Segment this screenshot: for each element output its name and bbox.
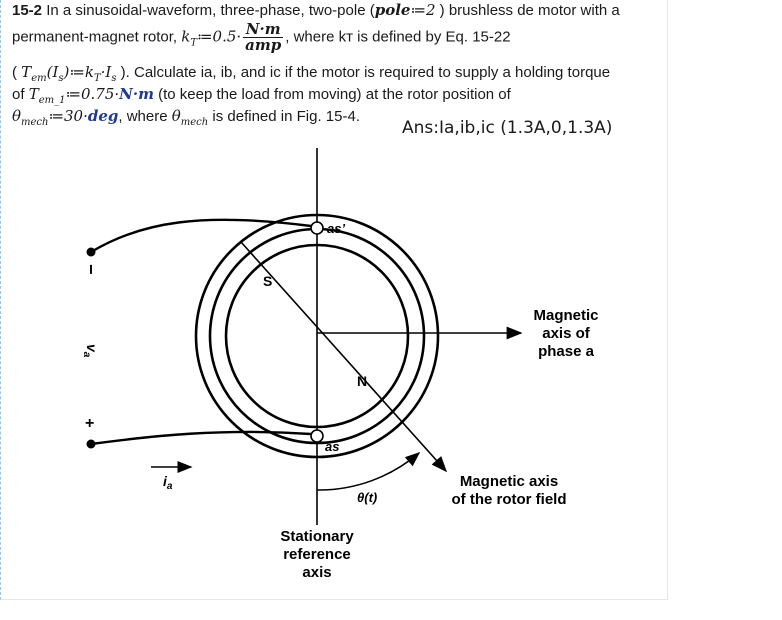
problem-line-5 xyxy=(12,106,360,133)
theta-symbol: θ xyxy=(12,107,22,125)
kt-unit-numerator: N·m xyxy=(243,22,283,38)
stationary-axis-label-1: Stationary xyxy=(280,528,354,545)
va-subscript: a xyxy=(81,351,92,358)
problem-line-1 xyxy=(12,0,620,21)
is-subscript: s xyxy=(58,73,64,84)
problem-number: 15-2 xyxy=(12,2,43,19)
n-pole-label: N xyxy=(357,373,368,389)
theta-unit: deg xyxy=(87,107,119,125)
tem-subscript: em xyxy=(31,73,47,84)
plus-sign: + xyxy=(85,415,95,432)
problem-text-3-end: ). Calculate ia, ib, and ic if the motor is required to supply a holding torque xyxy=(120,64,611,81)
paren-open: ( xyxy=(12,64,17,81)
problem-text-5-end: is defined in Fig. 15-4. xyxy=(212,108,360,125)
problem-text-2-end: , where kт is defined by Eq. 15-22 xyxy=(285,28,511,46)
tem-symbol: T xyxy=(21,63,32,81)
tem-expression: ≔k xyxy=(69,63,94,81)
tem-expression-2-sub: s xyxy=(111,73,117,84)
minus-sign: − xyxy=(81,264,101,275)
svg-text:va xyxy=(81,344,100,358)
motor-figure xyxy=(1,140,669,595)
lower-winding-lead xyxy=(91,432,311,444)
lower-terminal xyxy=(87,440,96,449)
is-arg: (I xyxy=(46,63,59,81)
pole-value: ≔2 xyxy=(410,1,436,19)
ia-label: i xyxy=(163,473,167,489)
kt-value: ≔0.5· xyxy=(197,27,242,46)
s-pole-label: S xyxy=(263,273,273,289)
theta-arc xyxy=(317,453,419,490)
problem-text-5-mid: , where xyxy=(118,108,168,125)
tem-expression-sub: T xyxy=(93,73,101,84)
tem-expression-2: ·I xyxy=(100,63,112,81)
problem-text-2: permanent-magnet rotor, xyxy=(12,28,178,46)
theta2-symbol: θ xyxy=(171,107,181,125)
as-label: as xyxy=(325,439,340,454)
phase-a-axis-label-1: Magnetic xyxy=(533,307,599,324)
as-prime-conductor xyxy=(311,222,323,234)
tem1-subscript: em_1 xyxy=(38,95,66,106)
pole-variable: pole xyxy=(374,1,411,19)
as-conductor xyxy=(311,430,323,442)
problem-line-2 xyxy=(12,22,511,53)
tem1-symbol: T xyxy=(28,85,39,103)
theta-subscript: mech xyxy=(21,117,49,128)
stationary-axis-label-3: axis xyxy=(302,564,332,581)
theta-value: ≔30· xyxy=(48,107,88,125)
tem1-unit: N·m xyxy=(119,85,154,103)
tem1-value: ≔0.75· xyxy=(65,85,120,103)
problem-text-4: of xyxy=(12,86,25,103)
kt-unit-fraction xyxy=(243,22,283,53)
phase-a-axis-label-2: axis of xyxy=(542,325,590,342)
va-label-group xyxy=(81,344,100,358)
upper-terminal xyxy=(87,248,96,257)
kt-symbol: k xyxy=(181,27,191,46)
ia-subscript: a xyxy=(166,481,173,492)
problem-text-1-end: ) brushless de motor with a xyxy=(439,2,620,19)
theta2-subscript: mech xyxy=(180,117,209,128)
rotor-axis-label-1: Magnetic axis xyxy=(459,473,559,490)
theta-t-label: θ(t) xyxy=(357,490,378,505)
kt-unit-denominator: amp xyxy=(245,36,282,54)
phase-a-axis-label-3: phase a xyxy=(538,343,594,360)
answer-text: Ans:Ia,ib,ic (1.3A,0,1.3A) xyxy=(398,118,616,138)
kt-subscript: T xyxy=(190,37,198,49)
is-close: ) xyxy=(63,63,70,81)
stationary-axis-label-2: reference xyxy=(283,546,351,563)
ia-label-group xyxy=(163,473,173,492)
as-prime-label: as’ xyxy=(327,221,346,236)
problem-text-1: In a sinusoidal-waveform, three-phase, two-pole ( xyxy=(46,2,375,19)
rotor-axis-label-2: of the rotor field xyxy=(451,491,567,508)
problem-text-4-end: (to keep the load from moving) at the rotor position of xyxy=(158,86,511,103)
va-label: v xyxy=(84,344,100,352)
